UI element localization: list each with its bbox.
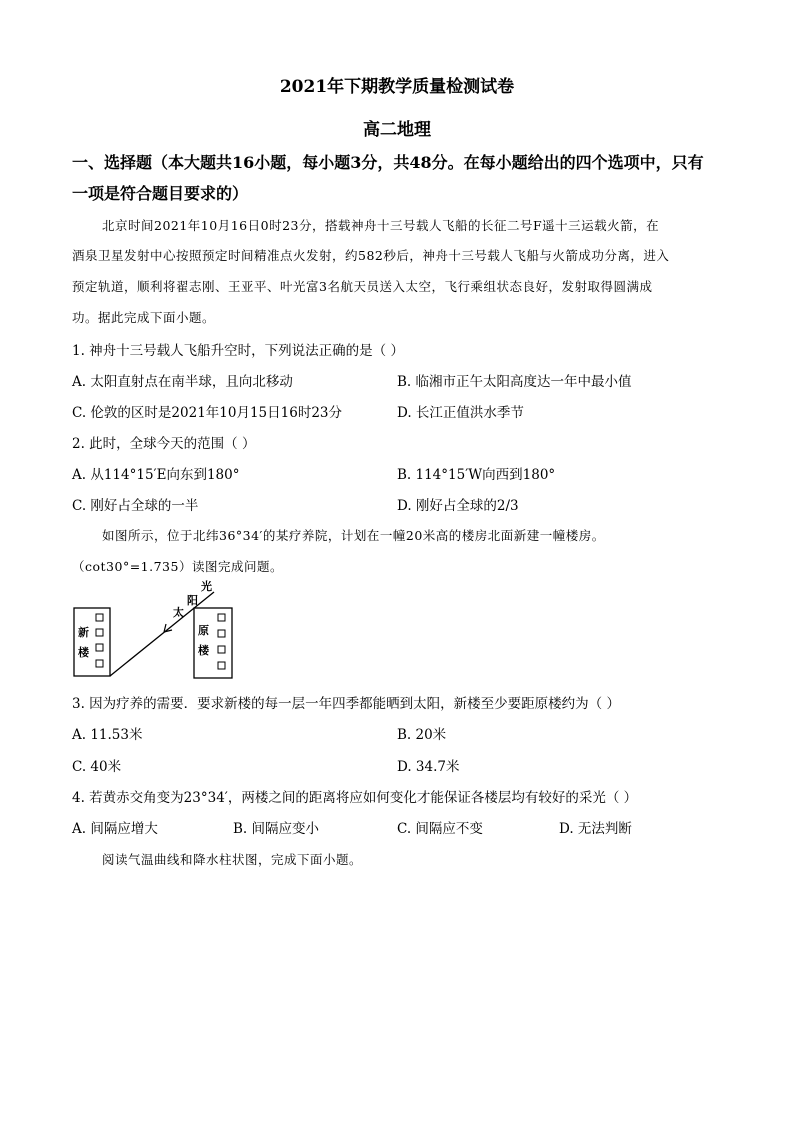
window bbox=[218, 646, 225, 653]
sunlight-label-char: 太 bbox=[173, 606, 184, 619]
window bbox=[96, 614, 103, 621]
question-4-option-d: D. 无法判断 bbox=[559, 821, 632, 837]
window bbox=[96, 660, 103, 667]
question-4-option-b: B. 间隔应变小 bbox=[233, 821, 320, 837]
question-4-option-c: C. 间隔应不变 bbox=[397, 821, 483, 837]
question-4-option-a: A. 间隔应增大 bbox=[72, 821, 158, 837]
question-2-option-a: A. 从114°15′E向东到180° bbox=[72, 467, 240, 483]
exam-subtitle: 高二地理 bbox=[363, 120, 431, 140]
building-sunlight-diagram bbox=[68, 578, 248, 682]
passage1-line: 预定轨道，顺利将翟志刚、王亚平、叶光富3名航天员送入太空，飞行乘组状态良好，发射取得圆满成 bbox=[72, 279, 653, 294]
question-1-option-b: B. 临湘市正午太阳高度达一年中最小值 bbox=[397, 374, 632, 390]
sunlight-label-char: 阳 bbox=[187, 594, 198, 607]
passage1-line: 酒泉卫星发射中心按照预定时间精准点火发射，约582秒后，神舟十三号载人飞船与火箭成功分离，进入 bbox=[72, 248, 670, 263]
section-heading-line1: 一、选择题（本大题共16小题，每小题3分，共48分。在每小题给出的四个选项中，只有 bbox=[72, 153, 704, 172]
passage3-line1: 阅读气温曲线和降水柱状图，完成下面小题。 bbox=[102, 852, 363, 867]
question-3-option-d: D. 34.7米 bbox=[397, 759, 460, 775]
passage1-line: 功。据此完成下面小题。 bbox=[72, 310, 216, 325]
window bbox=[218, 614, 225, 621]
window bbox=[96, 629, 103, 636]
sunlight-label-char: 光 bbox=[201, 580, 212, 593]
old-building-label-char: 原 bbox=[198, 624, 209, 637]
question-2-option-b: B. 114°15′W向西到180° bbox=[397, 467, 556, 483]
question-1-option-c: C. 伦敦的区时是2021年10月15日16时23分 bbox=[72, 405, 342, 421]
old-building bbox=[194, 608, 232, 678]
new-building bbox=[74, 608, 110, 676]
old-building-label-char: 楼 bbox=[198, 644, 209, 657]
question-2-option-c: C. 刚好占全球的一半 bbox=[72, 498, 199, 514]
question-3-option-b: B. 20米 bbox=[397, 727, 447, 743]
question-1-option-a: A. 太阳直射点在南半球，且向北移动 bbox=[72, 374, 293, 390]
exam-title: 2021年下期教学质量检测试卷 bbox=[279, 77, 515, 97]
window bbox=[96, 644, 103, 651]
passage2-line1: 如图所示，位于北纬36°34′的某疗养院，计划在一幢20米高的楼房北面新建一幢楼房。 bbox=[102, 528, 605, 543]
question-1-option-d: D. 长江正值洪水季节 bbox=[397, 405, 524, 421]
section-heading-line2: 一项是符合题目要求的） bbox=[72, 184, 249, 203]
question-3-option-c: C. 40米 bbox=[72, 759, 122, 775]
passage2-line2: （cot30°=1.735）读图完成问题。 bbox=[72, 559, 283, 574]
question-3-option-a: A. 11.53米 bbox=[72, 727, 143, 743]
question-1-stem: 1. 神舟十三号载人飞船升空时，下列说法正确的是（ ） bbox=[72, 343, 404, 359]
question-2-stem: 2. 此时，全球今天的范围（ ） bbox=[72, 436, 256, 452]
question-3-stem: 3. 因为疗养的需要．要求新楼的每一层一年四季都能晒到太阳，新楼至少要距原楼约为（ ） bbox=[72, 696, 620, 712]
window bbox=[218, 630, 225, 637]
new-building-label-char: 楼 bbox=[78, 646, 89, 659]
passage1-line: 北京时间2021年10月16日0时23分，搭载神舟十三号载人飞船的长征二号F遥十三运载火箭，在 bbox=[102, 218, 660, 233]
window bbox=[218, 662, 225, 669]
question-4-stem: 4. 若黄赤交角变为23°34′，两楼之间的距离将应如何变化才能保证各楼层均有较好的采光（ ） bbox=[72, 790, 638, 806]
question-2-option-d: D. 刚好占全球的2/3 bbox=[397, 498, 519, 514]
new-building-label-char: 新 bbox=[78, 626, 89, 639]
